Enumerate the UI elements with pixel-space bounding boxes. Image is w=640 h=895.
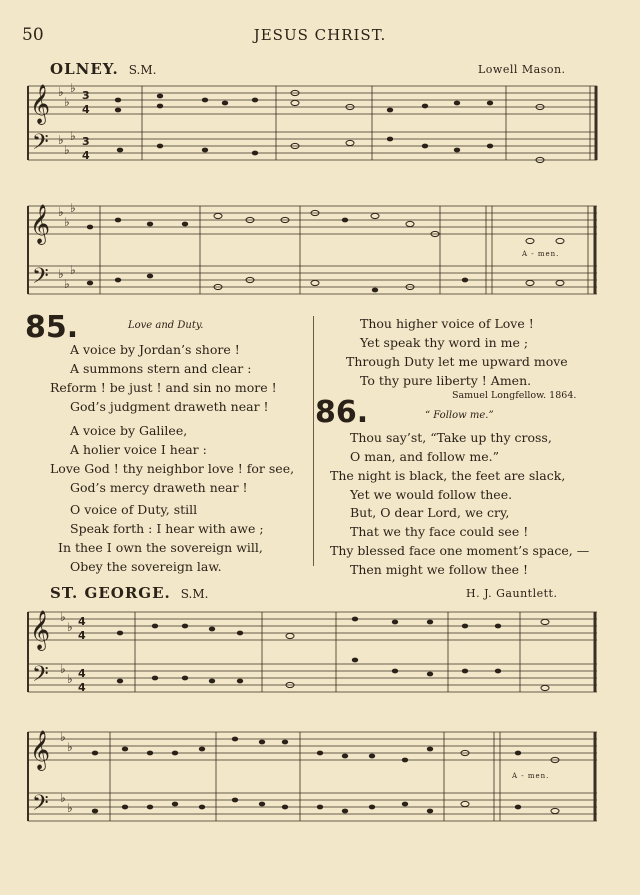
svg-text:4: 4: [78, 667, 86, 680]
hymn-85-stanza-4: [340, 314, 568, 390]
hymn-86-stanza-2: [330, 503, 589, 579]
svg-text:3: 3: [82, 135, 90, 148]
verse-line: Thou say’st, “Take up thy cross,: [350, 430, 552, 445]
staff-system-stgeorge-1: [28, 612, 597, 692]
svg-text:♭: ♭: [58, 85, 64, 99]
tune-meter: S.M.: [180, 587, 209, 601]
hymn-85-stanza-2: [50, 421, 294, 497]
verse-line: That we thy face could see !: [350, 524, 529, 539]
bass-clef: 𝄢: [32, 130, 49, 160]
verse-line: To thy pure liberty ! Amen.: [360, 373, 532, 388]
svg-text:♭: ♭: [67, 740, 73, 754]
verse-line: Thy blessed face one moment’s space, —: [330, 543, 590, 558]
verse-line: A holier voice I hear :: [70, 442, 207, 457]
bass-clef: 𝄢: [32, 791, 49, 821]
treble-clef: 𝄞: [30, 204, 51, 244]
hymn-85-subtitle: Love and Duty.: [128, 320, 204, 331]
svg-text:♭: ♭: [70, 263, 76, 277]
bass-clef: 𝄢: [32, 662, 49, 692]
svg-text:♭: ♭: [58, 267, 64, 281]
svg-text:4: 4: [78, 615, 86, 628]
hymn-number-85: 85.: [25, 310, 79, 345]
svg-text:♭: ♭: [60, 662, 66, 676]
page-number: 50: [22, 25, 44, 45]
hymn-number-86: 86.: [315, 395, 369, 430]
running-head: JESUS CHRIST.: [253, 26, 387, 44]
treble-clef: 𝄞: [30, 610, 51, 650]
svg-text:♭: ♭: [64, 143, 70, 157]
verse-line: In thee I own the sovereign will,: [58, 540, 263, 555]
verse-line: God’s judgment draweth near !: [70, 399, 269, 414]
verse-line: Reform ! be just ! and sin no more !: [50, 380, 277, 395]
svg-text:♭: ♭: [70, 129, 76, 143]
verse-line: Love God ! thy neighbor love ! for see,: [50, 461, 295, 476]
treble-clef: 𝄞: [30, 84, 51, 124]
amen-label-stgeorge: A - men.: [512, 772, 550, 780]
svg-text:♭: ♭: [60, 730, 66, 744]
svg-text:♭: ♭: [67, 672, 73, 686]
verse-line: O man, and follow me.”: [350, 449, 499, 464]
notes-stgeorge-1: [117, 617, 549, 691]
svg-text:♭: ♭: [64, 277, 70, 291]
amen-label-olney: A - men.: [522, 250, 560, 258]
staff-system-olney-1: [28, 86, 597, 160]
verse-line: Obey the sovereign law.: [70, 559, 222, 574]
verse-line: Through Duty let me upward move: [346, 354, 568, 369]
svg-text:♭: ♭: [70, 201, 76, 215]
verse-line: God’s mercy draweth near !: [70, 480, 248, 495]
svg-text:3: 3: [82, 89, 90, 102]
svg-text:♭: ♭: [70, 81, 76, 95]
hymn-85-attribution: Samuel Longfellow. 1864.: [452, 390, 577, 401]
bass-clef: 𝄢: [32, 264, 49, 294]
verse-line: A voice by Galilee,: [70, 423, 188, 438]
svg-text:♭: ♭: [58, 133, 64, 147]
svg-text:4: 4: [78, 681, 86, 694]
verse-line: O voice of Duty, still: [70, 502, 198, 517]
verse-line: A summons stern and clear :: [70, 361, 252, 376]
svg-text:♭: ♭: [58, 205, 64, 219]
notes-olney-1: [115, 90, 544, 162]
svg-text:4: 4: [78, 629, 86, 642]
hymn-86-stanza-1: [330, 428, 565, 504]
svg-text:♭: ♭: [60, 610, 66, 624]
composer-olney: Lowell Mason.: [478, 63, 566, 76]
svg-text:♭: ♭: [60, 791, 66, 805]
verse-line: Then might we follow thee !: [350, 562, 528, 577]
column-divider: [313, 316, 314, 566]
verse-line: Yet we would follow thee.: [350, 487, 513, 502]
svg-text:♭: ♭: [64, 95, 70, 109]
treble-clef: 𝄞: [30, 730, 51, 770]
hymn-86-subtitle: “ Follow me.”: [425, 410, 494, 421]
composer-stgeorge: H. J. Gauntlett.: [466, 587, 558, 600]
tune-name: ST. GEORGE.: [50, 584, 171, 602]
tune-name: OLNEY.: [50, 60, 119, 78]
tune-title-stgeorge: [50, 584, 208, 602]
svg-text:♭: ♭: [67, 801, 73, 815]
tune-meter: S.M.: [128, 63, 157, 77]
svg-text:♭: ♭: [64, 215, 70, 229]
hymn-85-stanza-1: [50, 340, 277, 416]
notes-stgeorge-2: [92, 737, 559, 814]
svg-text:♭: ♭: [67, 620, 73, 634]
svg-text:4: 4: [82, 103, 90, 116]
hymn-85-stanza-3: [50, 500, 264, 576]
verse-line: Speak forth : I hear with awe ;: [70, 521, 264, 536]
verse-line: The night is black, the feet are slack,: [330, 468, 566, 483]
svg-text:4: 4: [82, 149, 90, 162]
verse-line: Yet speak thy word in me ;: [360, 335, 529, 350]
verse-line: A voice by Jordan’s shore !: [70, 342, 240, 357]
verse-line: Thou higher voice of Love !: [360, 316, 534, 331]
verse-line: But, O dear Lord, we cry,: [350, 505, 510, 520]
